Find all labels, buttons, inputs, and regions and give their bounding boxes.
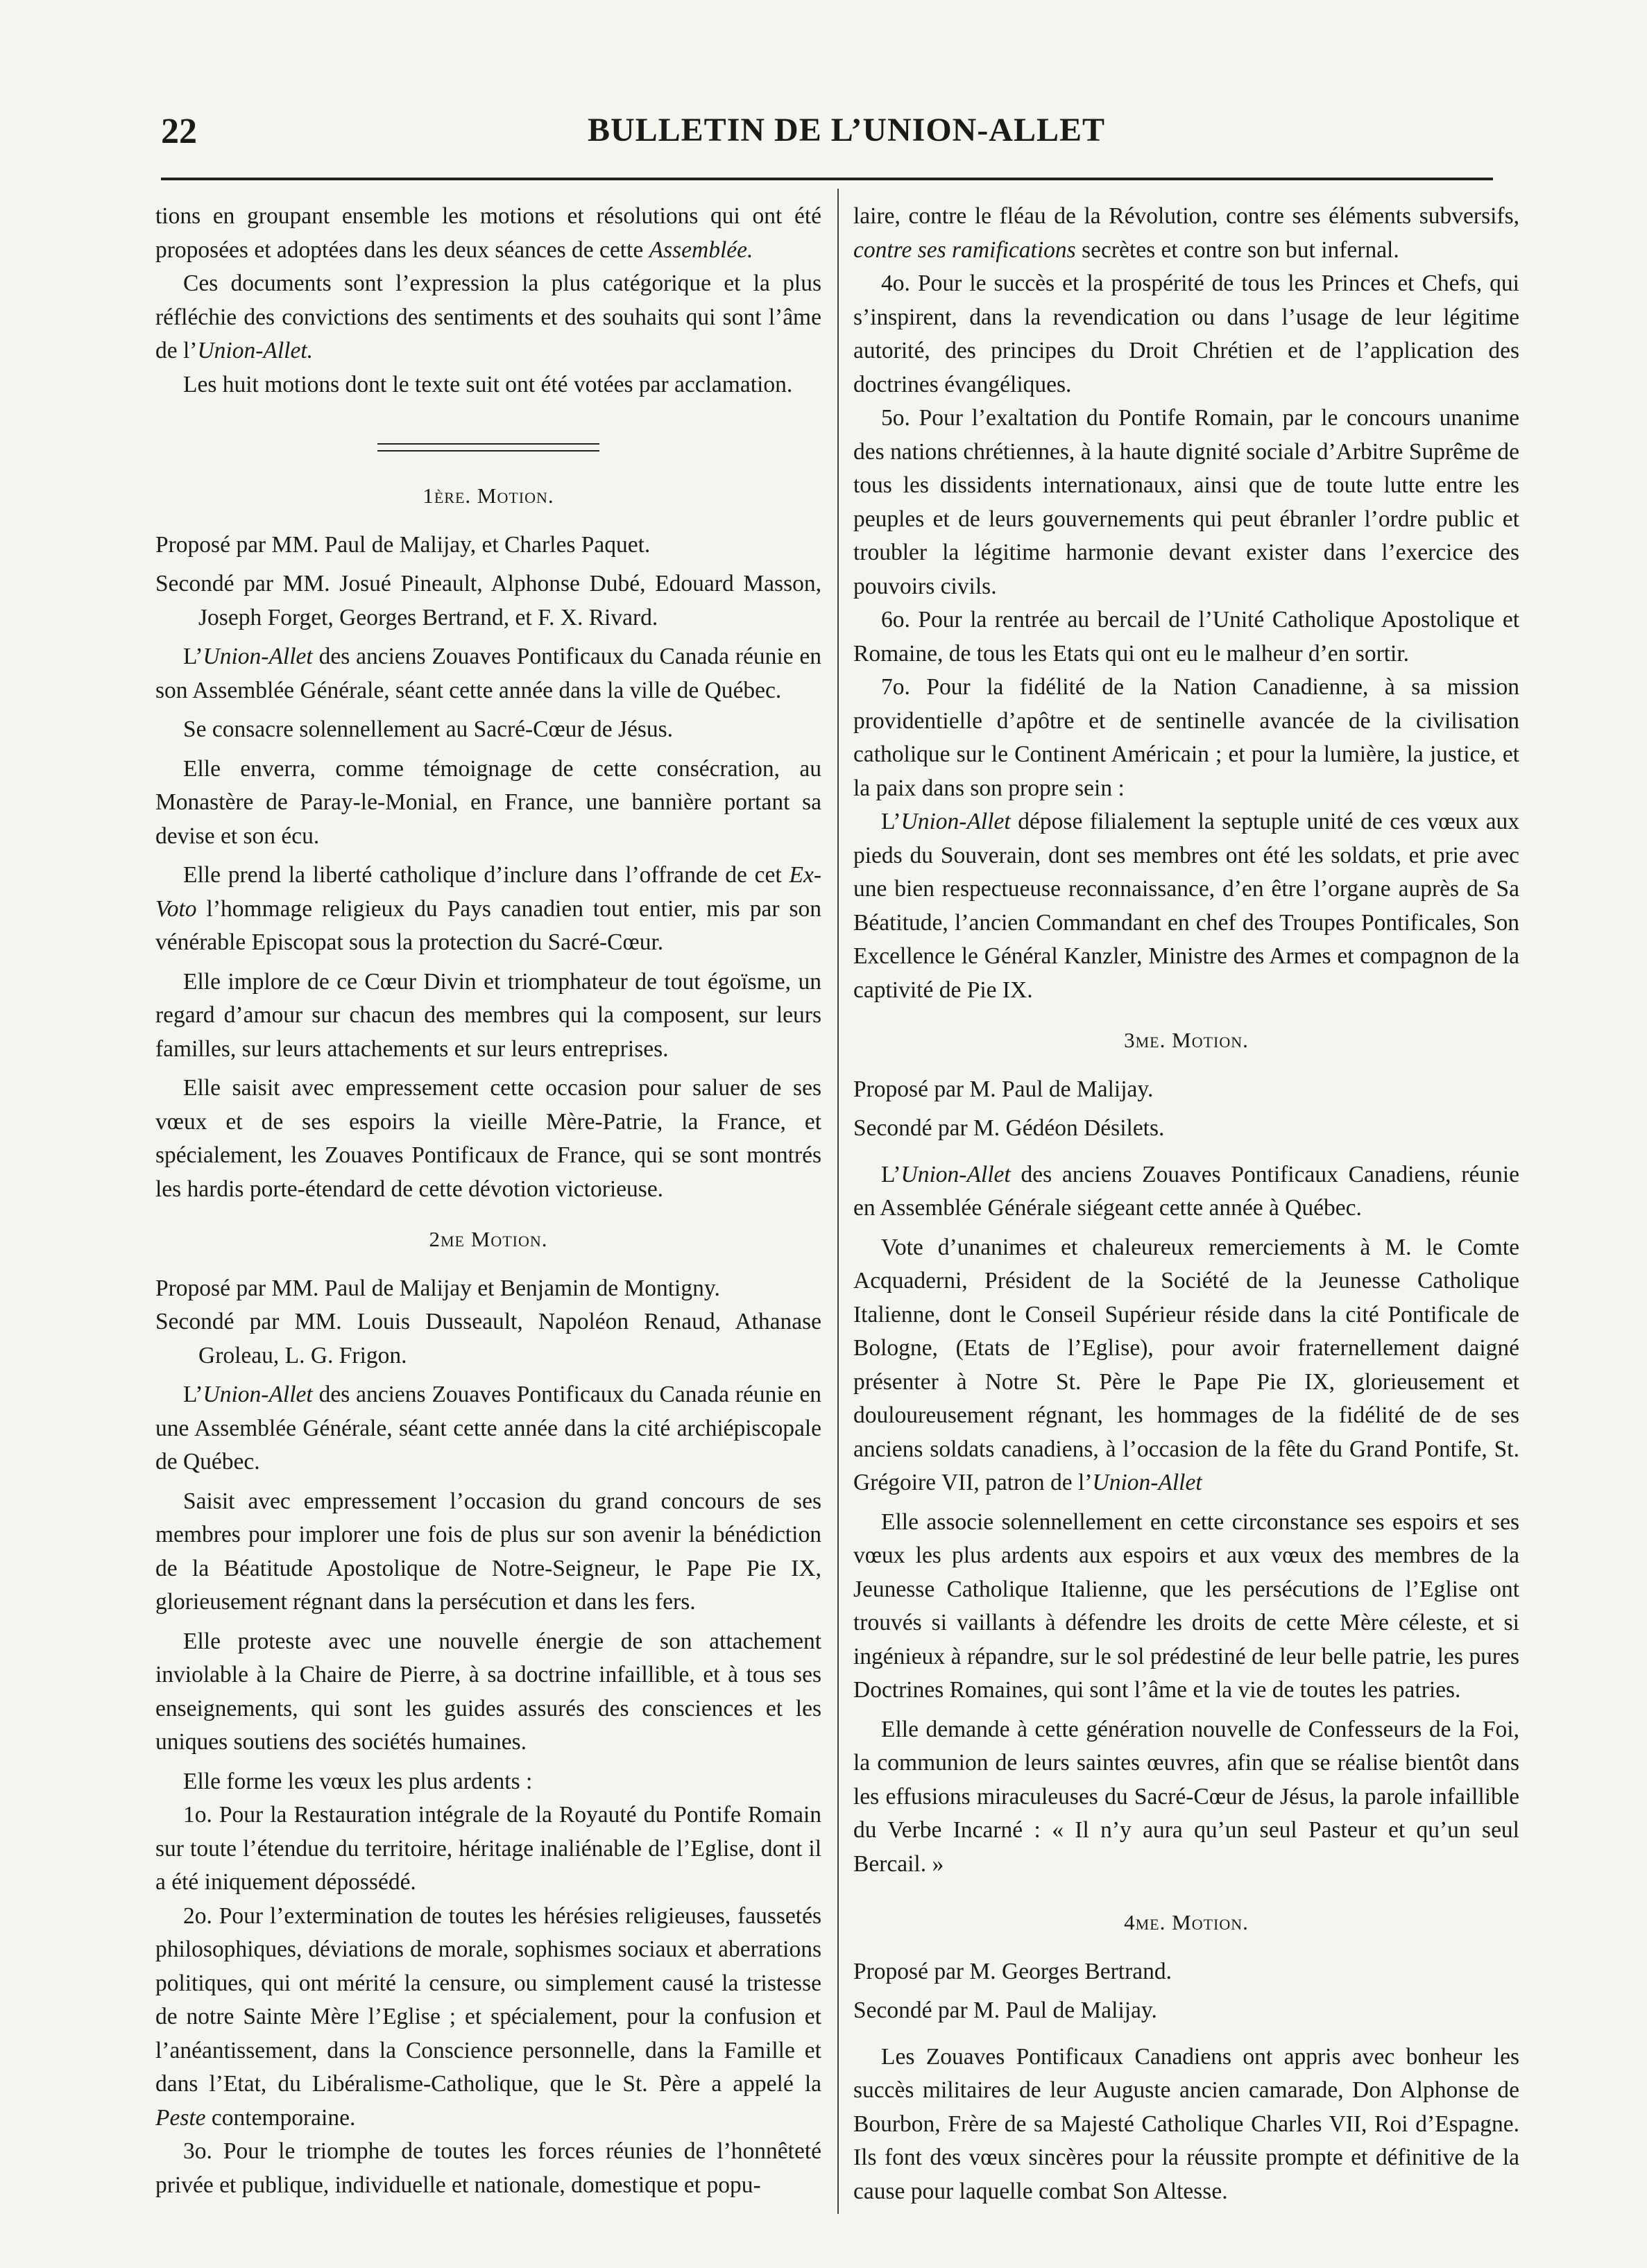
motion-2-wish-4: 4o. Pour le succès et la prospérité de tous les Princes et Chefs, qui s’inspirent, dans la revendication ou dans l’usage de leur légitime autorité, des principes du Droit Chrétien et de l’application des doctrines évangéliques. (853, 270, 1519, 397)
motion-3-seconded: Secondé par M. Gédéon Désilets. (853, 1115, 1165, 1141)
motion-2-heading: 2me Motion. (429, 1227, 548, 1251)
text: secrètes et contre son but infernal. (1075, 237, 1399, 263)
intro-text: tions en groupant ensemble les motions et résolutions qui ont été proposées et adoptées dans les deux séances de cette (155, 203, 821, 263)
motion-1-proposed: Proposé par MM. Paul de Malijay, et Charles Paquet. (155, 531, 651, 558)
text: contemporaine. (205, 2104, 356, 2131)
italic-text: Union-Allet (203, 644, 313, 669)
motion-4-proposed: Proposé par M. Georges Bertrand. (853, 1958, 1172, 1984)
text: l’hommage religieux du Pays canadien tout entier, mis par son vénérable Episcopat sous la protection du Sacré-Cœur. (155, 895, 821, 955)
motion-4-heading: 4me. Motion. (1124, 1910, 1249, 1934)
continuation-paragraph (853, 200, 1519, 267)
motion-3-heading: 3me. Motion. (1124, 1028, 1249, 1052)
text: des anciens Zouaves Pontificaux Canadiens, réunie en Assemblée Générale siégeant cette année à Québec. (853, 1161, 1519, 1221)
motion-1-paragraph-2: Se consacre solennellement au Sacré-Cœur de Jésus. (183, 716, 674, 742)
motion-1-paragraph-3: Elle enverra, comme témoignage de cette consécration, au Monastère de Paray-le-Monial, en France, une bannière portant sa devise et son écu. (155, 755, 821, 849)
motion-2-paragraph-4: Elle forme les vœux les plus ardents : (183, 1768, 533, 1794)
motion-2-wish-2 (155, 1900, 821, 2136)
motion-1-paragraph-5: Elle implore de ce Cœur Divin et triomphateur de tout égoïsme, un regard d’amour sur chacun des membres qui la composent, sur leurs familles, sur leurs attachements et sur leurs entreprises. (155, 968, 821, 1062)
motion-1-paragraph-1 (155, 640, 821, 707)
motion-1-paragraph-4 (155, 859, 821, 960)
motion-3-paragraph-3: Elle associe solennellement en cette circonstance ses espoirs et ses vœux les plus ardents aux espoirs et aux vœux des membres de la Jeunesse Catholique Italienne, que les persécutions de l’Eglise ont trouvés si vaillants à défendre les droits de cette Mère céleste, et si ingénieux à répandre, sur le sol prédestiné de leur belle patrie, les pures Doctrines Romaines, qui sont l’âme et la vie de toutes les patries. (853, 1509, 1519, 1703)
motion-2-wish-6: 6o. Pour la rentrée au bercail de l’Unité Catholique Apostolique et Romaine, de tous les Etats qui ont eu le malheur d’en sortir. (853, 607, 1519, 667)
motion-4-seconded: Secondé par M. Paul de Malijay. (853, 1998, 1157, 2023)
motion-2-closing (853, 805, 1519, 1007)
text: L’ (183, 644, 203, 669)
section-rule (377, 443, 599, 452)
motion-2-wish-3: 3o. Pour le triomphe de toutes les forces réunies de l’honnêteté privée et publique, individuelle et nationale, domestique et popu- (155, 2138, 821, 2198)
italic-text: Union-Allet (901, 1161, 1011, 1187)
intro-italic: Union-Allet. (197, 338, 314, 363)
motion-3-paragraph-1 (853, 1158, 1519, 1226)
motion-3-paragraph-2 (853, 1231, 1519, 1500)
motion-4-paragraph-1: Les Zouaves Pontificaux Canadiens ont appris avec bonheur les succès militaires de leur Auguste ancien camarade, Don Alphonse de Bourbon, Frère de sa Majesté Catholique Charles VII, Roi d’Espagne. Ils font des vœux sincères pour la réussite prompte et définitive de la cause pour laquelle combat Son Altesse. (853, 2043, 1519, 2204)
italic-text: Union-Allet (1092, 1470, 1202, 1495)
italic-text: contre ses ramifications (853, 237, 1076, 263)
text: L’ (881, 1161, 901, 1187)
intro-text: Ces documents sont l’expression la plus catégorique et la plus réfléchie des convictions des sentiments et des souhaits qui sont l’âme de l’ (155, 270, 821, 363)
motion-2-wish-7: 7o. Pour la fidélité de la Nation Canadienne, à sa mission providentielle d’apôtre et de sentinelle avancée de la civilisation catholique sur le Continent Américain ; et pour la lumière, la justice, et la paix dans son propre sein : (853, 674, 1519, 801)
motion-2-paragraph-2: Saisit avec empressement l’occasion du grand concours de ses membres pour implorer une fois de plus sur son avenir la bénédiction de la Béatitude Apostolique de Notre-Seigneur, le Pape Pie IX, glorieusement régnant dans la persécution et dans les fers. (155, 1488, 821, 1615)
motion-2-proposed: Proposé par MM. Paul de Malijay et Benjamin de Montigny. (155, 1275, 720, 1301)
text: Elle prend la liberté catholique d’inclure dans l’offrande de cet (183, 862, 790, 888)
motion-1-heading: 1ère. Motion. (423, 483, 554, 508)
intro-paragraph-2 (155, 267, 821, 368)
right-column (853, 200, 1519, 2208)
text: L’ (183, 1382, 203, 1407)
text: Vote d’unanimes et chaleureux remerciements à M. le Comte Acquaderni, Président de la Société de la Jeunesse Catholique Italienne, dont le Conseil Supérieur réside dans la cité Pontificale de Bologne, (Etats de l’Eglise), pour avoir fraternellement daigné présenter à Notre St. Père le Pape Pie IX, glorieusement et douloureusement régnant, les hommages de la fidélité de de ses anciens soldats canadiens, à l’occasion de la fête du Grand Pontife, St. Grégoire VII, patron de l’ (853, 1234, 1519, 1495)
italic-text: Union-Allet (203, 1382, 313, 1407)
motion-2-seconded: Secondé par MM. Louis Dusseault, Napoléon Renaud, Athanase Groleau, L. G. Frigon. (155, 1309, 821, 1368)
left-column (155, 200, 821, 2202)
italic-text: Ex-Voto (155, 862, 821, 922)
motion-3-proposed: Proposé par M. Paul de Malijay. (853, 1076, 1154, 1102)
page-number: 22 (161, 112, 197, 151)
text: des anciens Zouaves Pontificaux du Canada réunie en son Assemblée Générale, séant cette année dans la ville de Québec. (155, 644, 821, 703)
italic-text: Peste (155, 2104, 206, 2131)
intro-italic: Assemblée. (649, 237, 753, 263)
intro-paragraph-3: Les huit motions dont le texte suit ont été votées par acclamation. (183, 371, 793, 397)
header-rule (161, 178, 1493, 180)
text: laire, contre le fléau de la Révolution, contre ses éléments subversifs, (853, 203, 1519, 229)
intro-paragraph-1 (155, 200, 821, 267)
italic-text: Union-Allet (901, 809, 1011, 834)
motion-1-paragraph-6: Elle saisit avec empressement cette occasion pour saluer de ses vœux et de ses espoirs la vieille Mère-Patrie, la France, et spécialement, les Zouaves Pontificaux de France, qui se sont montrés les hardis porte-étendard de cette dévotion victorieuse. (155, 1075, 821, 1202)
text: L’ (881, 809, 901, 834)
motion-1-seconded: Secondé par MM. Josué Pineault, Alphonse Dubé, Edouard Masson, Joseph Forget, Georges Bertrand, et F. X. Rivard. (155, 571, 821, 630)
motion-3-paragraph-4: Elle demande à cette génération nouvelle de Confesseurs de la Foi, la communion de leurs saintes œuvres, afin que se réalise bientôt dans les effusions miraculeuses du Sacré-Cœur de Jésus, la parole infaillible du Verbe Incarné : « Il n’y aura qu’un seul Pasteur et qu’un seul Bercail. » (853, 1716, 1519, 1877)
text: 2o. Pour l’extermination de toutes les hérésies religieuses, faussetés philosophiques, déviations de morale, sophismes sociaux et aberrations politiques, qui ont mérité la censure, ou simplement causé la tristesse de notre Sainte Mère l’Eglise ; et spécialement, pour la confusion et l’anéantissement, dans la Conscience personnelle, dans la Famille et dans l’Etat, du Libéralisme-Catholique, que le St. Père a appelé la (155, 1902, 821, 2097)
motion-2-wish-1: 1o. Pour la Restauration intégrale de la Royauté du Pontife Romain sur toute l’étendue du territoire, héritage inaliénable de l’Eglise, dont il a été iniquement dépossédé. (155, 1802, 821, 1895)
motion-2-wish-5: 5o. Pour l’exaltation du Pontife Romain, par le concours unanime des nations chrétiennes, à la haute dignité sociale d’Arbitre Suprême de tous les dissidents internationaux, ainsi que de toute lutte entre les peuples et de leurs gouvernements qui peut ébranler l’ordre public et troubler la légitime harmonie devant exister dans l’exercice des pouvoirs civils. (853, 405, 1519, 599)
motion-2-paragraph-3: Elle proteste avec une nouvelle énergie de son attachement inviolable à la Chaire de Pierre, à sa doctrine infaillible, et à tous ses enseignements, qui sont les guides assurés des consciences et les uniques soutiens des sociétés humaines. (155, 1628, 821, 1755)
running-title: BULLETIN DE L’UNION-ALLET (587, 112, 1106, 148)
text: des anciens Zouaves Pontificaux du Canada réunie en une Assemblée Générale, séant cette année dans la cité archiépiscopale de Québec. (155, 1382, 821, 1475)
motion-2-paragraph-1 (155, 1378, 821, 1479)
column-divider (837, 189, 839, 2214)
text: dépose filialement la septuple unité de ces vœux aux pieds du Souverain, dont ses membres ont été les soldats, et prie avec une bien respectueuse reconnaissance, d’en être l’organe auprès de Sa Béatitude, l’ancien Commandant en chef des Troupes Pontificales, Son Excellence le Général Kanzler, Ministre des Armes et compagnon de la captivité de Pie IX. (853, 809, 1519, 1003)
